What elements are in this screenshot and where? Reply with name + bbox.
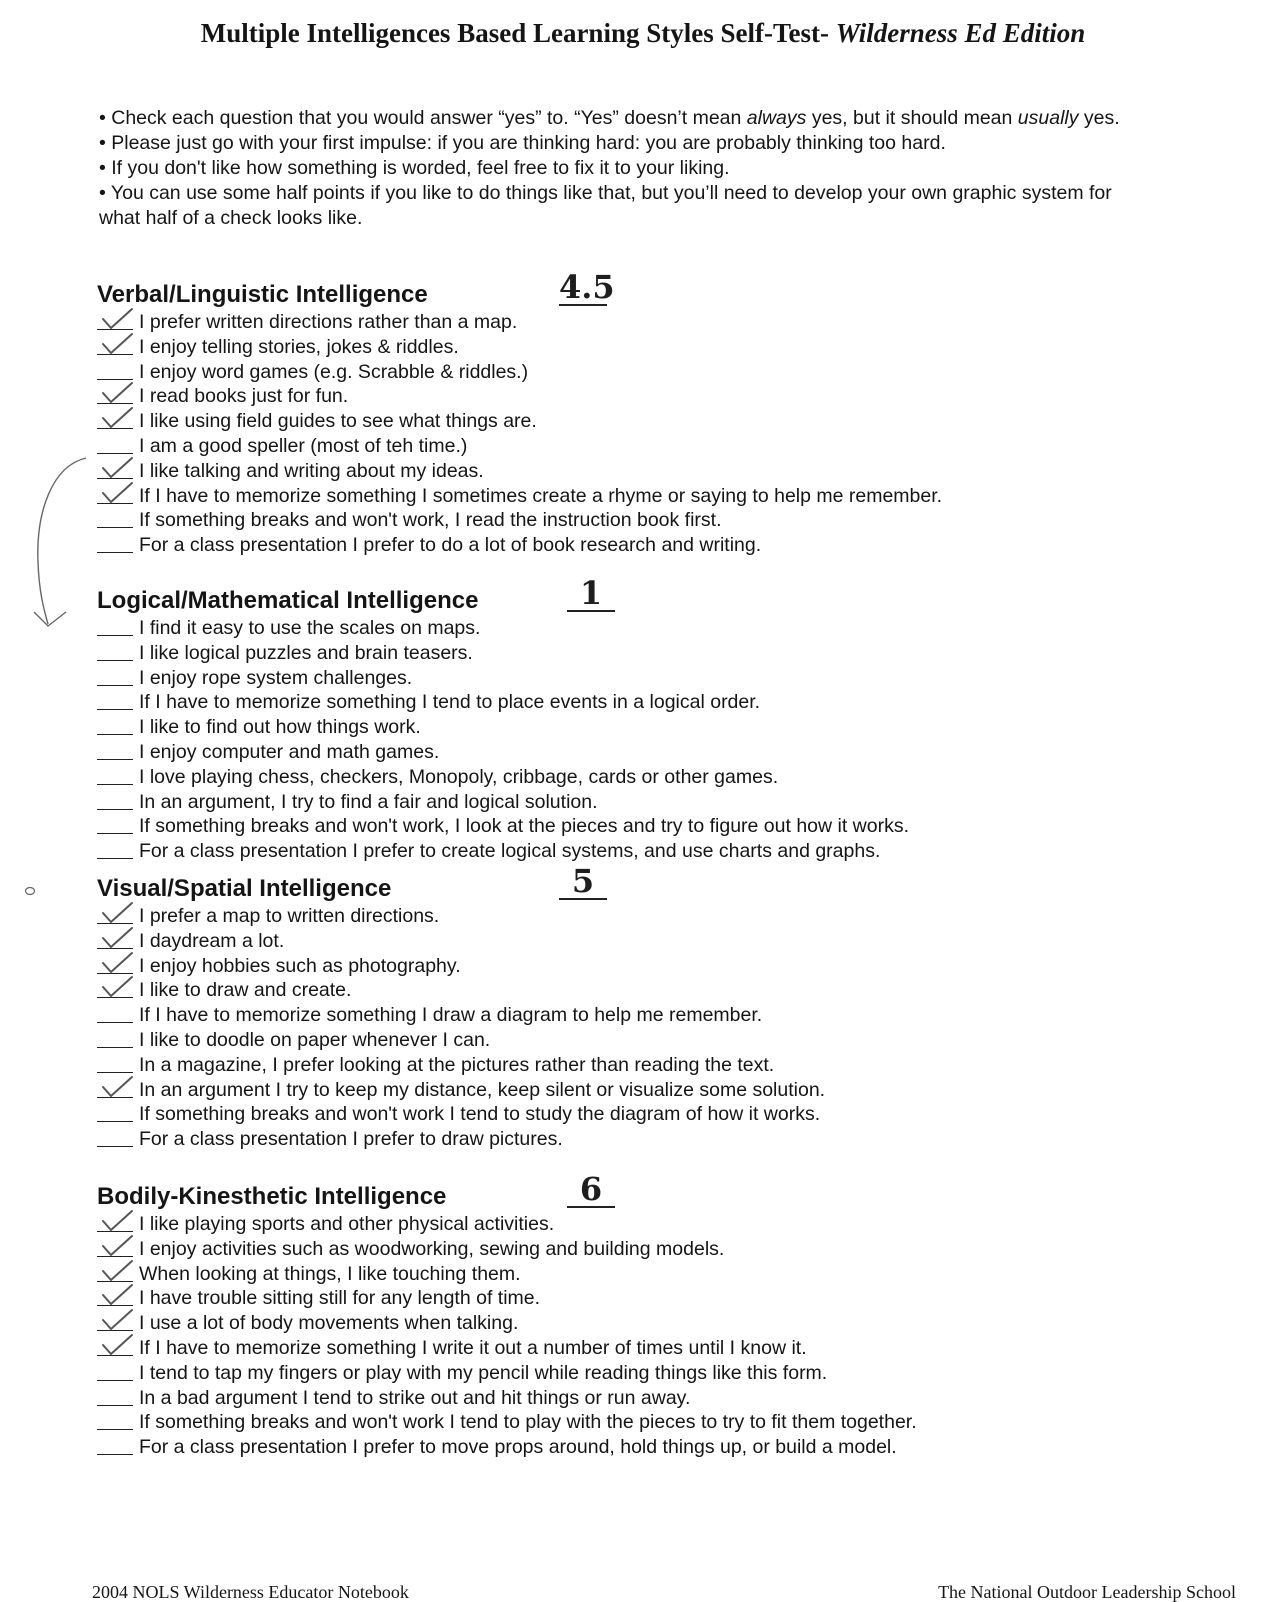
- checklist-item: [97, 740, 1097, 765]
- answer-blank[interactable]: [97, 858, 133, 859]
- score-handwritten: 6: [567, 1172, 615, 1208]
- checklist-item: [97, 978, 1097, 1003]
- item-text: I find it easy to use the scales on maps.: [139, 617, 481, 639]
- checklist-item: [97, 1262, 1097, 1287]
- checklist-item: [97, 1102, 1097, 1127]
- checklist-item: [97, 434, 1097, 459]
- title-main: Multiple Intelligences Based Learning Styles Self-Test-: [200, 18, 836, 48]
- checklist-item: [97, 929, 1097, 954]
- checklist-item: [97, 484, 1097, 509]
- checkmark-icon: [99, 975, 135, 999]
- item-text: For a class presentation I prefer to create logical systems, and use charts and graphs.: [139, 840, 881, 863]
- item-text: I prefer a map to written directions.: [139, 905, 440, 927]
- checklist-item: [97, 1311, 1097, 1336]
- item-text: I like to doodle on paper whenever I can.: [139, 1028, 491, 1051]
- section-heading-text: Verbal/Linguistic Intelligence: [97, 281, 428, 308]
- item-text: For a class presentation I prefer to do a lot of book research and writing.: [139, 534, 762, 557]
- checkmark-icon: [99, 1234, 135, 1258]
- answer-blank[interactable]: [97, 1380, 133, 1381]
- answer-blank[interactable]: [97, 1405, 133, 1406]
- answer-blank[interactable]: [97, 833, 133, 834]
- checklist-item: [97, 690, 1097, 715]
- checklist-item: [97, 459, 1097, 484]
- section-heading: [97, 862, 1097, 904]
- item-text: I prefer written directions rather than a map.: [139, 311, 518, 333]
- answer-blank[interactable]: [97, 1429, 133, 1430]
- item-text: I enjoy hobbies such as photography.: [139, 954, 461, 977]
- answer-blank[interactable]: [97, 734, 133, 735]
- answer-blank[interactable]: [97, 552, 133, 553]
- checklist-item: [97, 508, 1097, 533]
- checklist-item: [97, 384, 1097, 409]
- section-heading: [97, 268, 1097, 310]
- checklist-item: [97, 1053, 1097, 1078]
- checklist-item: [97, 1435, 1097, 1460]
- score-handwritten: 4.5: [559, 268, 615, 306]
- checklist-item: [97, 641, 1097, 666]
- item-text: In a bad argument I tend to strike out and hit things or run away.: [139, 1386, 691, 1409]
- item-text: If something breaks and won't work I tend to study the diagram of how it works.: [139, 1103, 821, 1126]
- checkmark-icon: [99, 1308, 135, 1332]
- item-text: I like logical puzzles and brain teasers.: [139, 641, 473, 664]
- item-text: I enjoy computer and math games.: [139, 740, 440, 763]
- item-text: When looking at things, I like touching them.: [139, 1262, 521, 1285]
- checkmark-icon: [99, 406, 135, 430]
- checklist-item: [97, 1237, 1097, 1262]
- answer-blank[interactable]: [97, 1454, 133, 1455]
- item-list: [97, 904, 1097, 1152]
- item-text: If something breaks and won't work I tend to play with the pieces to try to fit them together.: [139, 1411, 917, 1434]
- item-text: If something breaks and won't work, I look at the pieces and try to figure out how it works.: [139, 815, 910, 838]
- instruction-line-3: • If you don't like how something is worded, feel free to fix it to your liking.: [99, 157, 730, 179]
- section-logical-mathematical: [97, 574, 1097, 864]
- checklist-item: [97, 954, 1097, 979]
- pen-mark-icon: [24, 886, 36, 896]
- answer-blank[interactable]: [97, 759, 133, 760]
- checklist-item: [97, 904, 1097, 929]
- instruction-text: yes.: [1078, 107, 1120, 129]
- checklist-item: [97, 1028, 1097, 1053]
- checklist-item: [97, 1386, 1097, 1411]
- emphasis-usually: usually: [1017, 107, 1079, 129]
- answer-blank[interactable]: [97, 379, 133, 380]
- item-text: In an argument, I try to find a fair and logical solution.: [139, 790, 598, 813]
- item-text: I daydream a lot.: [139, 929, 285, 952]
- answer-blank[interactable]: [97, 635, 133, 636]
- item-text: I like playing sports and other physical activities.: [139, 1213, 555, 1235]
- score-handwritten: 1: [567, 576, 615, 612]
- item-text: In an argument I try to keep my distance, keep silent or visualize some solution.: [139, 1078, 826, 1101]
- item-list: [97, 310, 1097, 558]
- item-text: I like using field guides to see what things are.: [139, 410, 537, 433]
- item-text: I tend to tap my fingers or play with my pencil while reading things like this form.: [139, 1361, 828, 1384]
- checkmark-icon: [99, 456, 135, 480]
- checklist-item: [97, 715, 1097, 740]
- checklist-item: [97, 814, 1097, 839]
- page-title: [0, 18, 1286, 49]
- checklist-item: [97, 1003, 1097, 1028]
- item-text: I like talking and writing about my ideas.: [139, 459, 484, 482]
- checklist-item: [97, 839, 1097, 864]
- checkmark-icon: [99, 1209, 135, 1233]
- answer-blank[interactable]: [97, 660, 133, 661]
- checkmark-icon: [99, 381, 135, 405]
- answer-blank[interactable]: [97, 685, 133, 686]
- handwritten-arrow-icon: [14, 452, 94, 632]
- item-text: For a class presentation I prefer to draw pictures.: [139, 1128, 563, 1151]
- section-verbal-linguistic: [97, 268, 1097, 558]
- instruction-line-4: • You can use some half points if you like to do things like that, but you’ll need to develop your own graphic system for: [99, 182, 1112, 204]
- checklist-item: [97, 409, 1097, 434]
- checklist-item: [97, 533, 1097, 558]
- answer-blank[interactable]: [97, 527, 133, 528]
- checkmark-icon: [99, 332, 135, 356]
- item-text: If I have to memorize something I tend to place events in a logical order.: [139, 691, 761, 714]
- score-handwritten: 5: [559, 864, 607, 900]
- section-heading-text: Bodily-Kinesthetic Intelligence: [97, 1183, 447, 1210]
- answer-blank[interactable]: [97, 709, 133, 710]
- checkmark-icon: [99, 901, 135, 925]
- item-text: If I have to memorize something I draw a diagram to help me remember.: [139, 1004, 763, 1027]
- checkmark-icon: [99, 926, 135, 950]
- instruction-text: • Check each question that you would answer “yes” to. “Yes” doesn’t mean: [99, 107, 747, 129]
- footer-right: The National Outdoor Leadership School: [938, 1582, 1236, 1602]
- instructions: [99, 106, 1259, 231]
- section-heading-text: Logical/Mathematical Intelligence: [97, 587, 479, 614]
- item-text: I enjoy telling stories, jokes & riddles.: [139, 335, 459, 358]
- footer-left: 2004 NOLS Wilderness Educator Notebook: [92, 1582, 409, 1602]
- item-text: I like to draw and create.: [139, 979, 352, 1002]
- answer-blank[interactable]: [97, 784, 133, 785]
- checklist-item: [97, 1410, 1097, 1435]
- checkmark-icon: [99, 1259, 135, 1283]
- section-heading: [97, 1170, 1097, 1212]
- checklist-item: [97, 616, 1097, 641]
- checklist-item: [97, 1336, 1097, 1361]
- item-list: [97, 1212, 1097, 1460]
- item-text: I enjoy word games (e.g. Scrabble & riddles.): [139, 360, 529, 383]
- checklist-item: [97, 790, 1097, 815]
- checkmark-icon: [99, 481, 135, 505]
- checklist-item: [97, 1286, 1097, 1311]
- item-text: If I have to memorize something I sometimes create a rhyme or saying to help me remember.: [139, 484, 943, 507]
- item-text: I enjoy rope system challenges.: [139, 666, 413, 689]
- answer-blank[interactable]: [97, 453, 133, 454]
- checklist-item: [97, 765, 1097, 790]
- section-bodily-kinesthetic: [97, 1170, 1097, 1460]
- checkmark-icon: [99, 1283, 135, 1307]
- item-text: I am a good speller (most of teh time.): [139, 434, 468, 457]
- answer-blank[interactable]: [97, 809, 133, 810]
- instruction-line-1: [99, 106, 1259, 131]
- item-text: If something breaks and won't work, I read the instruction book first.: [139, 509, 722, 532]
- section-heading: [97, 574, 1097, 616]
- checkmark-icon: [99, 1075, 135, 1099]
- emphasis-always: always: [746, 107, 807, 129]
- checklist-item: [97, 310, 1097, 335]
- answer-blank[interactable]: [97, 1146, 133, 1147]
- item-text: I use a lot of body movements when talking.: [139, 1312, 519, 1335]
- answer-blank[interactable]: [97, 1121, 133, 1122]
- item-text: In a magazine, I prefer looking at the pictures rather than reading the text.: [139, 1053, 775, 1076]
- item-text: I like to find out how things work.: [139, 716, 421, 739]
- checklist-item: [97, 335, 1097, 360]
- checklist-item: [97, 666, 1097, 691]
- item-text: I enjoy activities such as woodworking, sewing and building models.: [139, 1237, 725, 1260]
- checklist-item: [97, 1212, 1097, 1237]
- item-text: For a class presentation I prefer to move props around, hold things up, or build a model.: [139, 1436, 897, 1459]
- item-text: I have trouble sitting still for any length of time.: [139, 1287, 541, 1310]
- title-edition: Wilderness Ed Edition: [835, 18, 1086, 48]
- answer-blank[interactable]: [97, 1047, 133, 1048]
- item-list: [97, 616, 1097, 864]
- checkmark-icon: [99, 307, 135, 331]
- section-heading-text: Visual/Spatial Intelligence: [97, 875, 392, 902]
- instruction-text: yes, but it should mean: [806, 107, 1018, 129]
- checklist-item: [97, 1127, 1097, 1152]
- answer-blank[interactable]: [97, 1072, 133, 1073]
- checklist-item: [97, 1078, 1097, 1103]
- checkmark-icon: [99, 1333, 135, 1357]
- item-text: I love playing chess, checkers, Monopoly, cribbage, cards or other games.: [139, 765, 779, 788]
- checklist-item: [97, 360, 1097, 385]
- answer-blank[interactable]: [97, 1022, 133, 1023]
- item-text: I read books just for fun.: [139, 385, 349, 408]
- item-text: If I have to memorize something I write it out a number of times until I know it.: [139, 1336, 807, 1359]
- checklist-item: [97, 1361, 1097, 1386]
- checkmark-icon: [99, 951, 135, 975]
- instruction-line-2: • Please just go with your first impulse: if you are thinking hard: you are probably thinking too hard.: [99, 132, 946, 154]
- instruction-line-5: what half of a check looks like.: [99, 207, 363, 229]
- section-visual-spatial: [97, 862, 1097, 1152]
